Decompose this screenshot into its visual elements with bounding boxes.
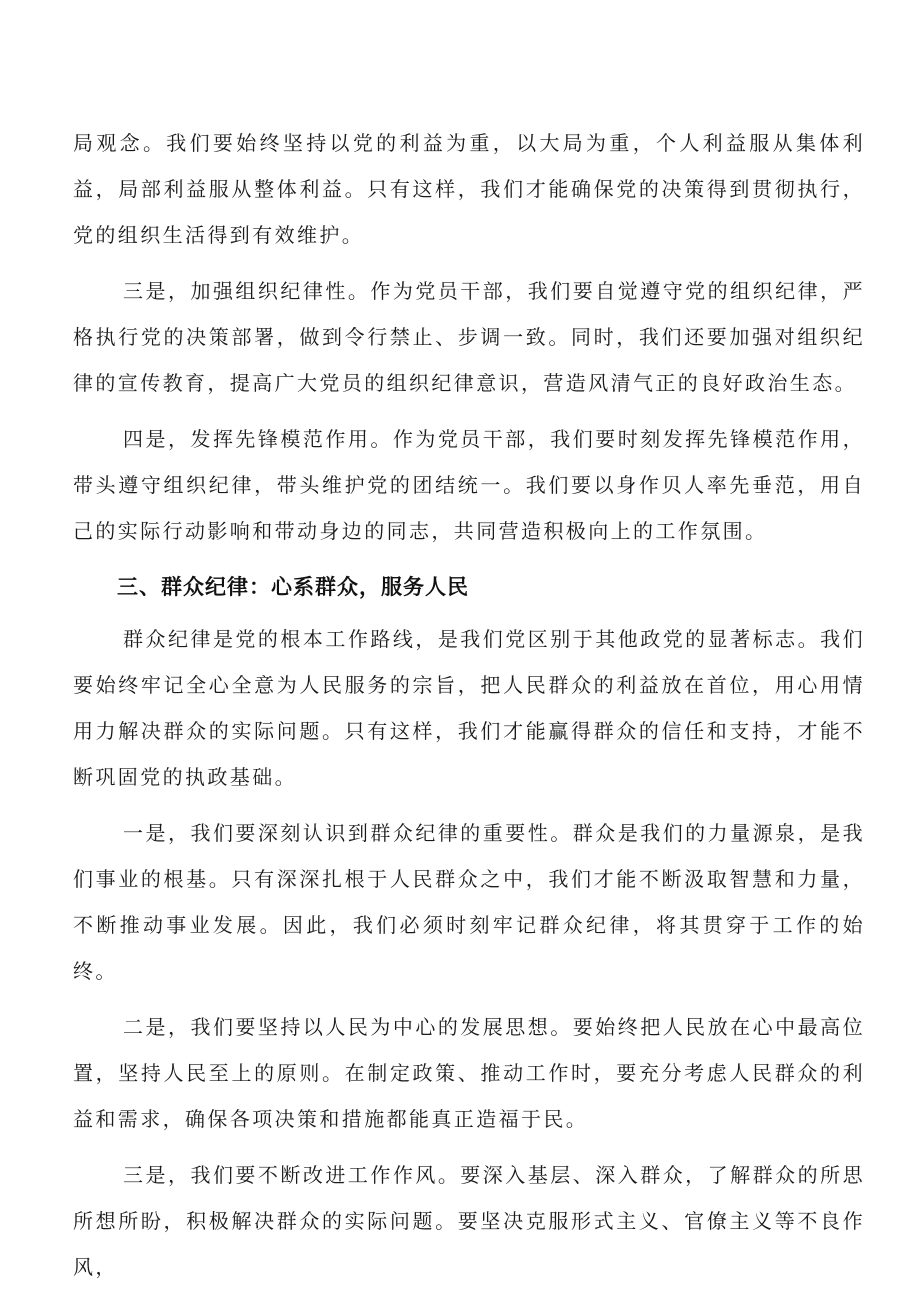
paragraph-intro: 群众纪律是党的根本工作路线，是我们党区别于其他政党的显著标志。我们要始终牢记全心全意为人民服务的宗旨，把人民群众的利益放在首位，用心用情用力解决群众的实际问题。只有这样，我们才能赢得群众的信任和支持，才能不断巩固党的执政基础。 — [73, 627, 865, 789]
paragraph-point-three: 三是，加强组织纪律性。作为党员干部，我们要自觉遵守党的组织纪律，严格执行党的决策部署，做到令行禁止、步调一致。同时，我们还要加强对组织纪律的宣传教育，提高广大党员的组织纪律意识，营造风清气正的良好政治生态。 — [73, 279, 865, 395]
document-body — [73, 120, 865, 1300]
paragraph-point-two: 二是，我们要坚持以人民为中心的发展思想。要始终把人民放在心中最高位置，坚持人民至上的原则。在制定政策、推动工作时，要充分考虑人民群众的利益和需求，确保各项决策和措施都能真正造福于民。 — [73, 1015, 865, 1131]
paragraph-point-four: 四是，发挥先锋模范作用。作为党员干部，我们要时刻发挥先锋模范作用，带头遵守组织纪律，带头维护党的团结统一。我们要以身作贝人率先垂范，用自己的实际行动影响和带动身边的同志，共同营造积极向上的工作氛围。 — [73, 427, 865, 543]
section-heading: 三、群众纪律：心系群众，服务人民 — [117, 575, 469, 599]
paragraph-point-one: 一是，我们要深刻认识到群众纪律的重要性。群众是我们的力量源泉，是我们事业的根基。只有深深扎根于人民群众之中，我们才能不断汲取智慧和力量，不断推动事业发展。因此，我们必须时刻牢记群众纪律，将其贯穿于工作的始终。 — [73, 821, 865, 983]
paragraph-point-three-b: 三是，我们要不断改进工作作风。要深入基层、深入群众，了解群众的所思所想所盼，积极解决群众的实际问题。要坚决克服形式主义、官僚主义等不良作风， — [73, 1163, 865, 1279]
paragraph-continued: 局观念。我们要始终坚持以党的利益为重，以大局为重，个人利益服从集体利益，局部利益服从整体利益。只有这样，我们才能确保党的决策得到贯彻执行，党的组织生活得到有效维护。 — [73, 131, 865, 247]
